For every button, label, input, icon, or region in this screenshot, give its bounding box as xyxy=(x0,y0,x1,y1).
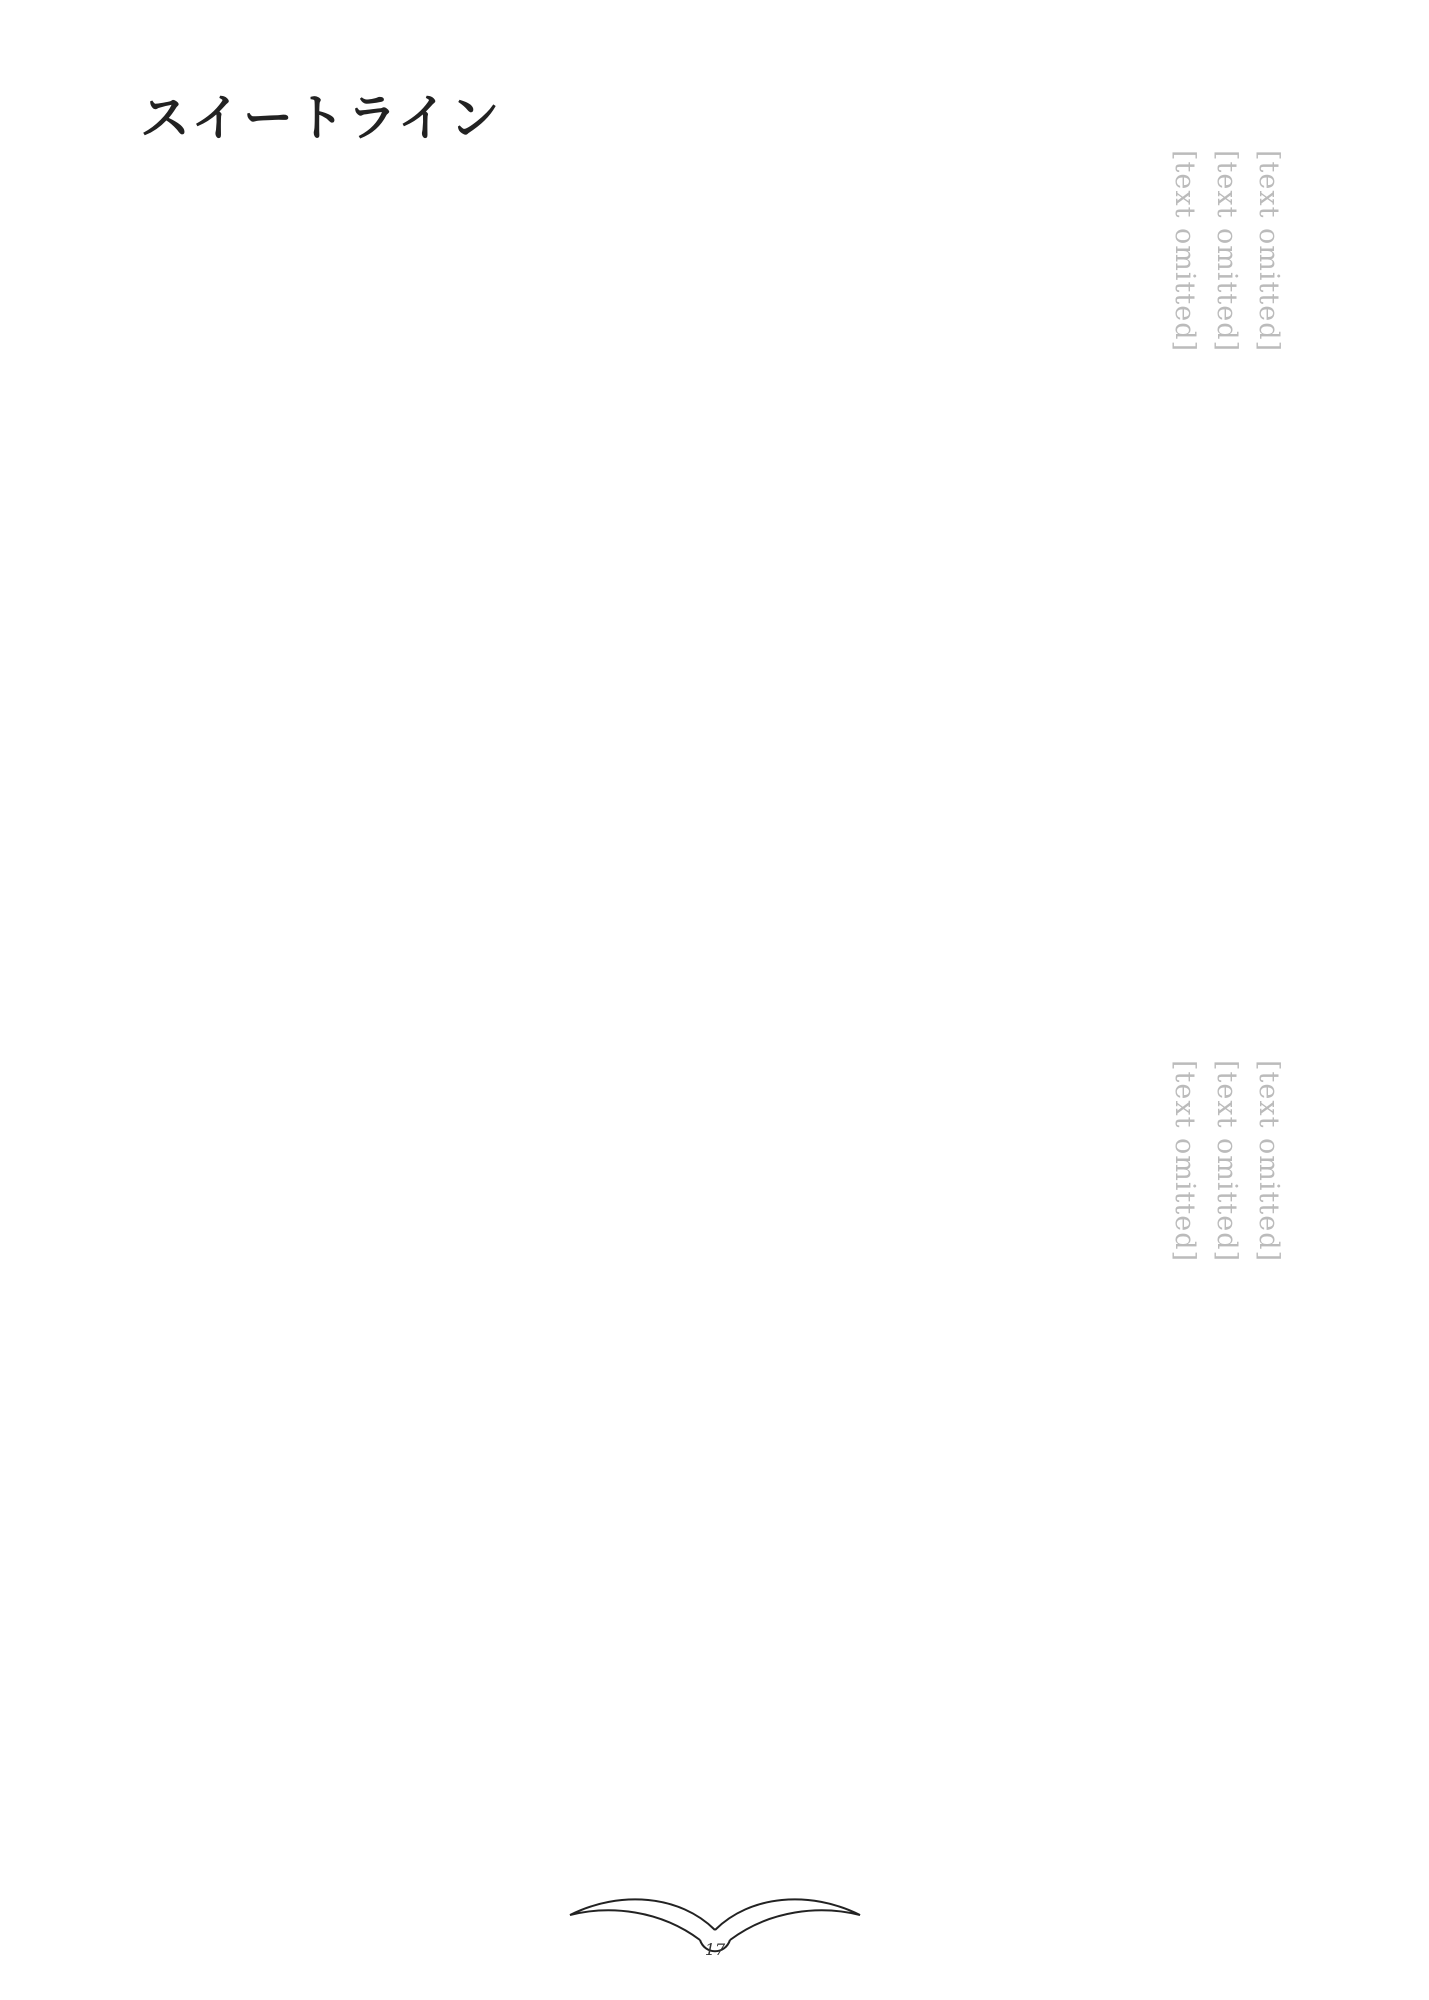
page-number: 17 xyxy=(704,1940,726,1959)
text-column: [text omitted] xyxy=(1169,150,1200,353)
text-block-top xyxy=(139,150,1289,970)
ornament-flourish-icon xyxy=(560,1885,870,1975)
text-column: [text omitted] xyxy=(1211,1060,1242,1263)
text-column: [text omitted] xyxy=(1169,1060,1200,1263)
text-column: [text omitted] xyxy=(1211,150,1242,353)
series-logo: スイートライン xyxy=(140,89,502,147)
text-column: [text omitted] xyxy=(1253,1060,1284,1263)
text-block-bottom xyxy=(139,1060,1289,1880)
text-column: [text omitted] xyxy=(1253,150,1284,353)
